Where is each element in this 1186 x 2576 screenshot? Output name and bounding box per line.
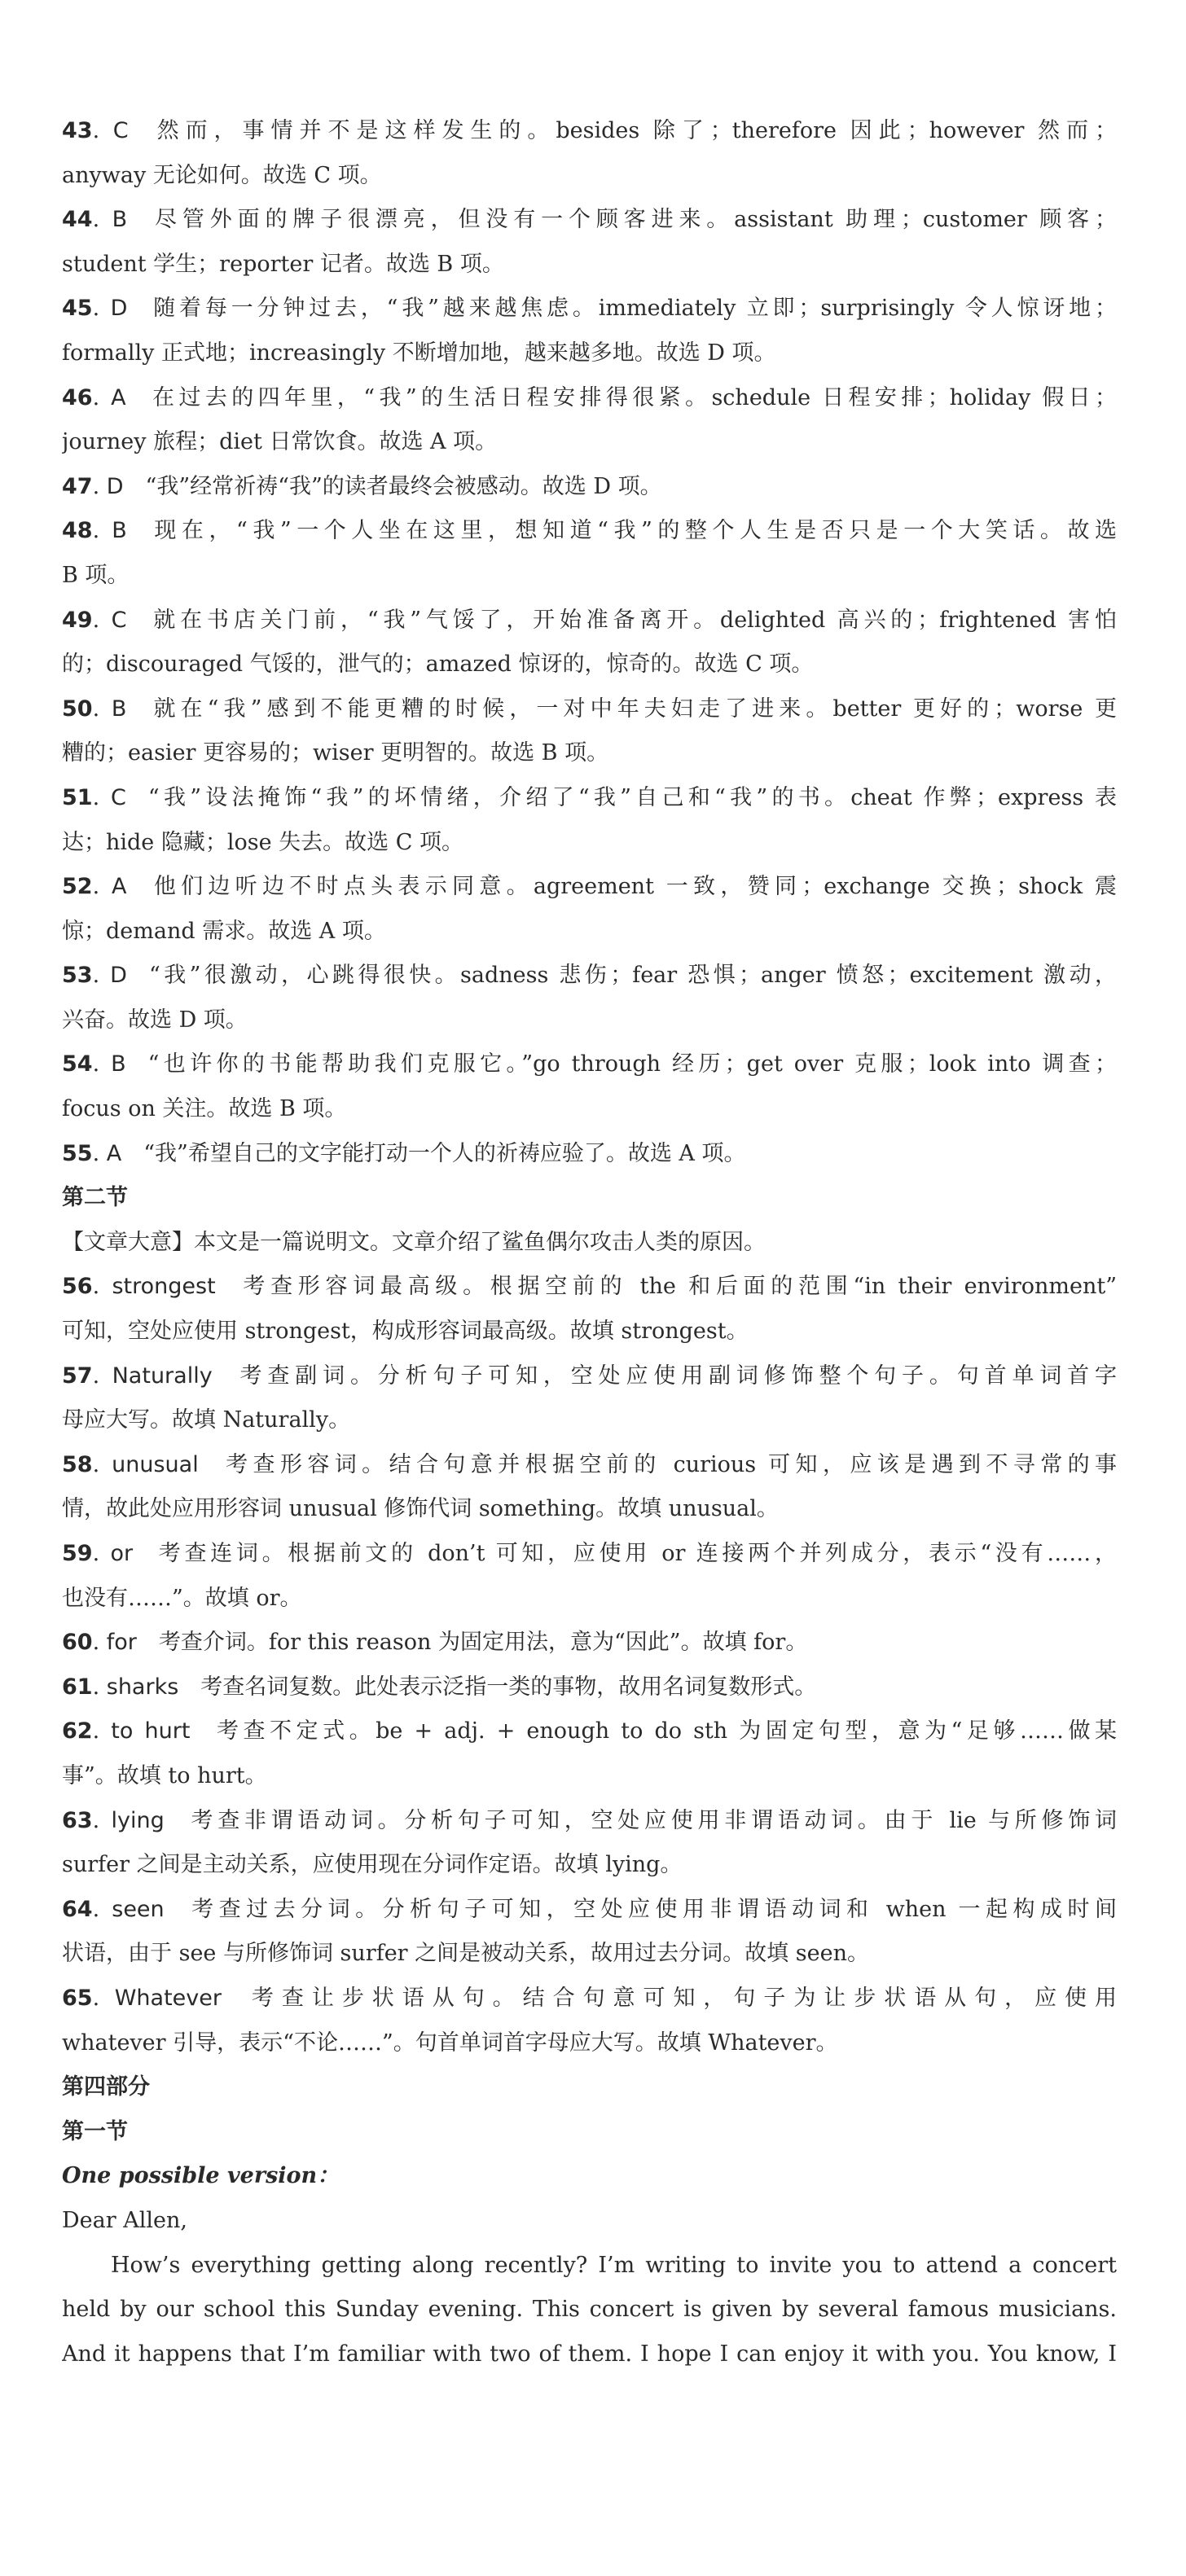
answer-line: 50. B 就在“我”感到不能更糟的时候，一对中年夫妇走了进来。better 更好的；worse 更 bbox=[62, 696, 1117, 722]
answer-item bbox=[62, 1977, 1117, 2065]
answer-line: 58. unusual 考查形容词。结合句意并根据空前的 curious 可知，应该是遇到不寻常的事 bbox=[62, 1451, 1117, 1477]
explanation-text: 母应大写。故填 Naturally。 bbox=[62, 1407, 351, 1433]
essay-body bbox=[62, 2244, 1117, 2377]
answer-line bbox=[62, 1398, 1117, 1443]
question-number: 58 bbox=[62, 1451, 93, 1477]
answer-line bbox=[62, 1843, 1117, 1888]
question-number: 59 bbox=[62, 1541, 93, 1566]
answer-line: 57. Naturally 考查副词。分析句子可知，空处应使用副词修饰整个句子。句首单词首字 bbox=[62, 1363, 1117, 1389]
answer-item bbox=[62, 865, 1117, 954]
answer-line: 64. seen 考查过去分词。分析句子可知，空处应使用非谓语动词和 when 一起构成时间 bbox=[62, 1896, 1117, 1922]
answer-line bbox=[62, 420, 1117, 465]
question-number: 51 bbox=[62, 784, 93, 810]
explanation-text: “也许你的书能帮助我们克服它。”go through 经历；get over 克服；look into 调查； bbox=[147, 1051, 1117, 1077]
question-number: 60 bbox=[62, 1630, 93, 1656]
question-number: 52 bbox=[62, 874, 93, 900]
explanation-text: surfer 之间是主动关系，应使用现在分词作定语。故填 lying。 bbox=[62, 1852, 683, 1878]
explanation-text: 考查副词。分析句子可知，空处应使用副词修饰整个句子。句首单词首字 bbox=[234, 1363, 1117, 1389]
answer-line: 51. C “我”设法掩饰“我”的坏情绪，介绍了“我”自己和“我”的书。cheat 作弊；express 表 bbox=[62, 784, 1117, 810]
answer-line bbox=[62, 1310, 1117, 1354]
question-number: 57 bbox=[62, 1363, 93, 1389]
answer-choice: C bbox=[111, 607, 127, 633]
explanation-text: 随着每一分钟过去，“我”越来越焦虑。immediately 立即；surprisingly 令人惊讶地； bbox=[149, 296, 1117, 322]
question-number: 65 bbox=[62, 1985, 93, 2011]
section1-title: 第一节 bbox=[62, 2118, 128, 2144]
answer-line bbox=[62, 331, 1117, 376]
answer-key-page bbox=[62, 109, 1117, 2376]
answer-line: 46. A 在过去的四年里，“我”的生活日程安排得很紧。schedule 日程安排；holiday 假日； bbox=[62, 384, 1117, 410]
answer-line bbox=[62, 1754, 1117, 1799]
answer-line bbox=[62, 1932, 1117, 1977]
answer-choice: B bbox=[111, 696, 127, 722]
answer-line bbox=[62, 1577, 1117, 1622]
answer-line bbox=[62, 731, 1117, 776]
version-label: One possible version： bbox=[62, 2163, 340, 2189]
answer-line: 45. D 随着每一分钟过去，“我”越来越焦虑。immediately 立即；surprisingly 令人惊讶地； bbox=[62, 296, 1117, 322]
question-number: 63 bbox=[62, 1807, 93, 1833]
answer-item bbox=[62, 465, 1117, 510]
answer-line: 55. A “我”希望自己的文字能打动一个人的祈祷应验了。故选 A 项。 bbox=[62, 1140, 746, 1166]
answer-item bbox=[62, 1709, 1117, 1798]
answer-choice: A bbox=[111, 384, 126, 410]
question-number: 46 bbox=[62, 384, 93, 410]
article-summary: 【文章大意】本文是一篇说明文。文章介绍了鲨鱼偶尔攻击人类的原因。 bbox=[62, 1229, 766, 1255]
answer-item bbox=[62, 687, 1117, 776]
explanation-text: 然而，事情并不是这样发生的。besides 除了；therefore 因此；however 然而； bbox=[150, 118, 1117, 143]
answer-item bbox=[62, 198, 1117, 287]
explanation-text: 也没有……”。故填 or。 bbox=[62, 1585, 302, 1611]
answer-choice: C bbox=[111, 784, 126, 810]
answer-line: 65. Whatever 考查让步状语从句。结合句意可知，句子为让步状语从句，应使用 bbox=[62, 1985, 1117, 2011]
answer-choice: or bbox=[110, 1541, 134, 1566]
answer-choice: Naturally bbox=[112, 1363, 213, 1389]
question-number: 62 bbox=[62, 1718, 93, 1744]
explanation-text: formally 正式地；increasingly 不断增加地，越来越多地。故选 D 项。 bbox=[62, 340, 776, 366]
explanation-text: 就在“我”感到不能更糟的时候，一对中年夫妇走了进来。better 更好的；worse 更 bbox=[148, 696, 1117, 722]
explanation-text: 的；discouraged 气馁的，泄气的；amazed 惊讶的，惊奇的。故选 C 项。 bbox=[62, 652, 814, 678]
answer-line: 54. B “也许你的书能帮助我们克服它。”go through 经历；get over 克服；look into 调查； bbox=[62, 1051, 1117, 1077]
explanation-text: “我”设法掩饰“我”的坏情绪，介绍了“我”自己和“我”的书。cheat 作弊；express 表 bbox=[147, 784, 1117, 810]
explanation-text: “我”希望自己的文字能打动一个人的祈祷应验了。故选 A 项。 bbox=[143, 1140, 746, 1166]
answer-line: 53. D “我”很激动，心跳得很快。sadness 悲伤；fear 恐惧；anger 愤怒；excitement 激动， bbox=[62, 963, 1117, 989]
answer-item bbox=[62, 954, 1117, 1042]
answer-item bbox=[62, 376, 1117, 465]
answer-line: 43. C 然而，事情并不是这样发生的。besides 除了；therefore 因此；however 然而； bbox=[62, 118, 1117, 143]
answer-line bbox=[62, 910, 1117, 954]
question-number: 50 bbox=[62, 696, 93, 722]
answer-item bbox=[62, 1799, 1117, 1888]
answer-choice: B bbox=[111, 1051, 126, 1077]
explanation-text: journey 旅程；diet 日常饮食。故选 A 项。 bbox=[62, 429, 498, 455]
explanation-text: student 学生；reporter 记者。故选 B 项。 bbox=[62, 251, 504, 277]
answer-item bbox=[62, 287, 1117, 375]
answer-line: 44. B 尽管外面的牌子很漂亮，但没有一个顾客进来。assistant 助理；customer 顾客； bbox=[62, 207, 1117, 233]
explanation-text: 考查形容词最高级。根据空前的 the 和后面的范围“in their environment” bbox=[237, 1274, 1117, 1300]
explanation-text: 现在，“我”一个人坐在这里，想知道“我”的整个人生是否只是一个大笑话。故选 bbox=[148, 518, 1117, 544]
explanation-text: 在过去的四年里，“我”的生活日程安排得很紧。schedule 日程安排；holiday 假日； bbox=[147, 384, 1117, 410]
answer-line bbox=[62, 554, 1117, 599]
answer-line bbox=[62, 1087, 1117, 1132]
essay-line: held by our school this Sunday evening. This concert is given by several famous musicians. bbox=[62, 2297, 1117, 2323]
answer-item bbox=[62, 1354, 1117, 1443]
explanation-text: “我”经常祈祷“我”的读者最终会被感动。故选 D 项。 bbox=[145, 473, 662, 499]
answer-choice: C bbox=[112, 118, 129, 143]
explanation-text: “我”很激动，心跳得很快。sadness 悲伤；fear 恐惧；anger 愤怒；excitement 激动， bbox=[148, 963, 1117, 989]
question-number: 47 bbox=[62, 473, 93, 499]
question-number: 44 bbox=[62, 207, 93, 233]
answer-item bbox=[62, 599, 1117, 687]
answer-item bbox=[62, 1532, 1117, 1621]
answer-line: 60. for 考查介词。for this reason 为固定用法，意为“因此”。故填 for。 bbox=[62, 1630, 808, 1656]
answer-choice: B bbox=[112, 207, 128, 233]
answer-item bbox=[62, 1621, 1117, 1665]
answer-item bbox=[62, 109, 1117, 198]
explanation-text: 就在书店关门前，“我”气馁了，开始准备离开。delighted 高兴的；frightened 害怕 bbox=[148, 607, 1117, 633]
explanation-text: 考查介词。for this reason 为固定用法，意为“因此”。故填 for。 bbox=[158, 1630, 808, 1656]
answers-part2 bbox=[62, 1265, 1117, 2065]
explanation-text: 他们边听边不时点头表示同意。agreement 一致，赞同；exchange 交换；shock 震 bbox=[148, 874, 1117, 900]
explanation-text: 考查非谓语动词。分析句子可知，空处应使用非谓语动词。由于 lie 与所修饰词 bbox=[186, 1807, 1117, 1833]
answer-line bbox=[62, 1487, 1117, 1532]
explanation-text: 情，故此处应用形容词 unusual 修饰代词 something。故填 unusual。 bbox=[62, 1496, 779, 1522]
answer-choice: unusual bbox=[112, 1451, 199, 1477]
answer-line: 61. sharks 考查名词复数。此处表示泛指一类的事物，故用名词复数形式。 bbox=[62, 1674, 817, 1700]
answer-line bbox=[62, 821, 1117, 866]
answer-item bbox=[62, 1665, 1117, 1710]
question-number: 43 bbox=[62, 118, 93, 143]
explanation-text: anyway 无论如何。故选 C 项。 bbox=[62, 162, 382, 188]
explanation-text: 考查名词复数。此处表示泛指一类的事物，故用名词复数形式。 bbox=[200, 1674, 817, 1700]
answer-choice: lying bbox=[111, 1807, 165, 1833]
answer-item bbox=[62, 1888, 1117, 1977]
answer-line: 47. D “我”经常祈祷“我”的读者最终会被感动。故选 D 项。 bbox=[62, 473, 662, 499]
answer-choice: A bbox=[106, 1140, 122, 1166]
question-number: 61 bbox=[62, 1674, 93, 1700]
answer-line bbox=[62, 2021, 1117, 2066]
explanation-text: 达；hide 隐藏；lose 失去。故选 C 项。 bbox=[62, 829, 463, 855]
answer-line: 48. B 现在，“我”一个人坐在这里，想知道“我”的整个人生是否只是一个大笑话。故选 bbox=[62, 518, 1117, 544]
explanation-text: focus on 关注。故选 B 项。 bbox=[62, 1096, 347, 1122]
explanation-text: B 项。 bbox=[62, 562, 130, 588]
essay-line: How’s everything getting along recently? I’m writing to invite you to attend a concert bbox=[111, 2252, 1117, 2278]
explanation-text: 考查连词。根据前文的 don’t 可知，应使用 or 连接两个并列成分，表示“没有……， bbox=[155, 1541, 1117, 1566]
question-number: 56 bbox=[62, 1274, 93, 1300]
answer-line: 52. A 他们边听边不时点头表示同意。agreement 一致，赞同；exchange 交换；shock 震 bbox=[62, 874, 1117, 900]
explanation-text: 考查不定式。be + adj. + enough to do sth 为固定句型，意为“足够……做某 bbox=[212, 1718, 1117, 1744]
answer-item bbox=[62, 776, 1117, 865]
explanation-text: 兴奋。故选 D 项。 bbox=[62, 1007, 248, 1033]
answer-choice: D bbox=[110, 296, 128, 322]
answer-choice: A bbox=[112, 874, 127, 900]
explanation-text: 可知，空处应使用 strongest，构成形容词最高级。故填 strongest。 bbox=[62, 1319, 749, 1345]
question-number: 55 bbox=[62, 1140, 93, 1166]
answer-line: 56. strongest 考查形容词最高级。根据空前的 the 和后面的范围“in their environment” bbox=[62, 1274, 1117, 1300]
answer-choice: B bbox=[112, 518, 127, 544]
question-number: 48 bbox=[62, 518, 93, 544]
answer-item bbox=[62, 1042, 1117, 1131]
answer-line: 62. to hurt 考查不定式。be + adj. + enough to do sth 为固定句型，意为“足够……做某 bbox=[62, 1718, 1117, 1744]
explanation-text: 尽管外面的牌子很漂亮，但没有一个顾客进来。assistant 助理；customer 顾客； bbox=[149, 207, 1117, 233]
explanation-text: 事”。故填 to hurt。 bbox=[62, 1762, 267, 1788]
answer-line bbox=[62, 998, 1117, 1043]
question-number: 54 bbox=[62, 1051, 93, 1077]
answer-choice: strongest bbox=[112, 1274, 216, 1300]
answer-item bbox=[62, 1132, 1117, 1177]
explanation-text: 惊；demand 需求。故选 A 项。 bbox=[62, 918, 386, 944]
answer-item bbox=[62, 509, 1117, 598]
explanation-text: 考查形容词。结合句意并根据空前的 curious 可知，应该是遇到不寻常的事 bbox=[220, 1451, 1117, 1477]
explanation-text: 考查过去分词。分析句子可知，空处应使用非谓语动词和 when 一起构成时间 bbox=[186, 1896, 1117, 1922]
question-number: 64 bbox=[62, 1896, 93, 1922]
answer-line bbox=[62, 243, 1117, 287]
question-number: 53 bbox=[62, 963, 93, 989]
answer-item bbox=[62, 1265, 1117, 1354]
answer-choice: Whatever bbox=[114, 1985, 222, 2011]
answer-line: 63. lying 考查非谓语动词。分析句子可知，空处应使用非谓语动词。由于 lie 与所修饰词 bbox=[62, 1807, 1117, 1833]
essay-line: And it happens that I’m familiar with two of them. I hope I can enjoy it with you. You know, I bbox=[62, 2341, 1117, 2367]
section2-title: 第二节 bbox=[62, 1185, 128, 1211]
answers-part1 bbox=[62, 109, 1117, 1176]
explanation-text: 糟的；easier 更容易的；wiser 更明智的。故选 B 项。 bbox=[62, 740, 609, 766]
answer-line: 59. or 考查连词。根据前文的 don’t 可知，应使用 or 连接两个并列成分，表示“没有……， bbox=[62, 1541, 1117, 1566]
question-number: 45 bbox=[62, 296, 93, 322]
question-number: 49 bbox=[62, 607, 93, 633]
answer-item bbox=[62, 1443, 1117, 1532]
salutation: Dear Allen, bbox=[62, 2207, 187, 2233]
explanation-text: whatever 引导，表示“不论……”。句首单词首字母应大写。故填 Whatever。 bbox=[62, 2030, 838, 2056]
answer-choice: seen bbox=[112, 1896, 165, 1922]
answer-choice: to hurt bbox=[111, 1718, 191, 1744]
part4-title: 第四部分 bbox=[62, 2074, 150, 2100]
answer-line: 49. C 就在书店关门前，“我”气馁了，开始准备离开。delighted 高兴的；frightened 害怕 bbox=[62, 607, 1117, 633]
answer-choice: D bbox=[106, 473, 124, 499]
answer-choice: for bbox=[106, 1630, 137, 1656]
answer-choice: D bbox=[110, 963, 127, 989]
explanation-text: 考查让步状语从句。结合句意可知，句子为让步状语从句，应使用 bbox=[243, 1985, 1117, 2011]
answer-choice: sharks bbox=[106, 1674, 179, 1700]
explanation-text: 状语，由于 see 与所修饰词 surfer 之间是被动关系，故用过去分词。故填 seen。 bbox=[62, 1941, 869, 1967]
answer-line bbox=[62, 643, 1117, 687]
answer-line bbox=[62, 154, 1117, 199]
